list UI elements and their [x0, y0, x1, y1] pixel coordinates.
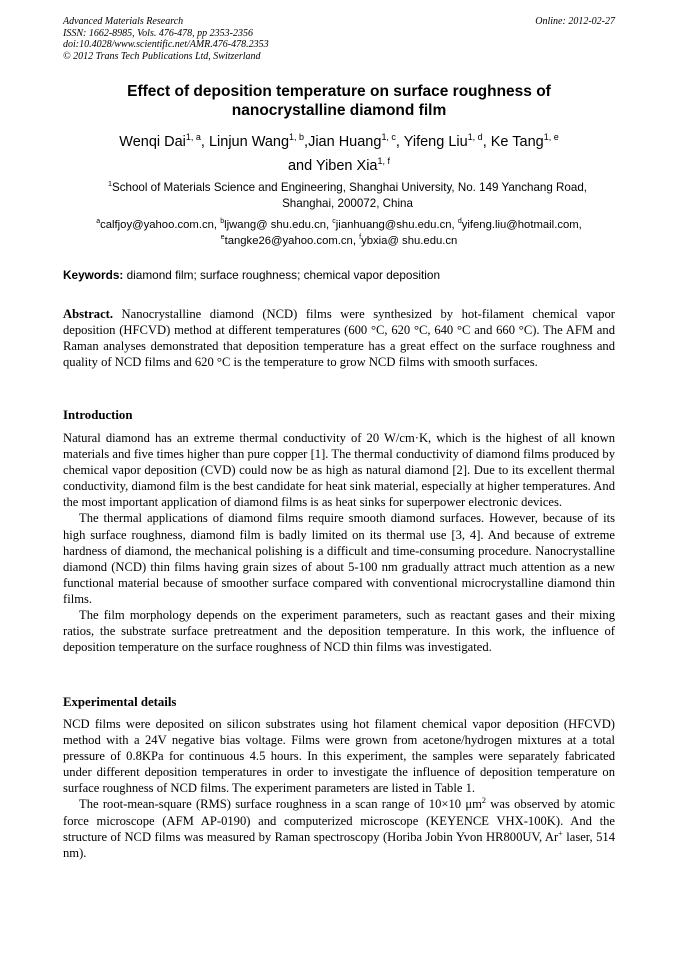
- email-mark: e: [220, 234, 225, 242]
- paragraph: The film morphology depends on the experiment parameters, such as reactant gases and their mixing ratios, the substrate surface pretreatment and the deposition temperature. In this work, the influence of deposition temperature on the surface roughness of NCD thin films was investigated.: [63, 608, 615, 655]
- author-affil-mark: 1, f: [377, 156, 390, 167]
- author-name: Ke Tang: [490, 134, 544, 150]
- email-mark: d: [457, 218, 462, 226]
- email-link[interactable]: jianhuang@shu.edu.cn,: [335, 219, 458, 231]
- author-affil-mark: 1, e: [543, 132, 559, 143]
- author-name: Jian Huang: [308, 134, 382, 150]
- email-link[interactable]: tangke26@yahoo.com.cn,: [224, 235, 360, 247]
- journal-copyright: © 2012 Trans Tech Publications Ltd, Switzerland: [63, 50, 261, 62]
- email-link[interactable]: ljwang@ shu.edu.cn,: [224, 219, 333, 231]
- author-separator: ,: [482, 134, 491, 150]
- paragraph: [63, 796, 615, 860]
- author-name: Yiben Xia: [315, 158, 378, 174]
- author-name: Yifeng Liu: [403, 134, 468, 150]
- author-separator: ,: [304, 134, 309, 150]
- email-mark: b: [220, 218, 225, 226]
- experimental-section: [63, 716, 615, 861]
- paper-title-line-2: nanocrystalline diamond film: [231, 102, 447, 119]
- paper-title: [63, 82, 615, 120]
- email-link[interactable]: yifeng.liu@hotmail.com,: [461, 219, 582, 231]
- journal-doi: doi:10.4028/www.scientific.net/AMR.476-478.2353: [63, 39, 269, 50]
- introduction-section: [63, 430, 615, 655]
- author-name: Wenqi Dai: [119, 134, 186, 150]
- author-separator: ,: [200, 134, 209, 150]
- affiliation-line-1: School of Materials Science and Engineering, Shanghai University, No. 149 Yanchang Road,: [112, 181, 587, 194]
- superscript: +: [558, 828, 563, 838]
- author-separator: ,: [395, 134, 404, 150]
- online-date: Online: 2012-02-27: [535, 16, 615, 27]
- abstract: [63, 306, 615, 370]
- email-link[interactable]: ybxia@ shu.edu.cn: [361, 235, 458, 247]
- abstract-text: Nanocrystalline diamond (NCD) films were synthesized by hot-filament chemical vapor deposition (HFCVD) method at different temperatures (600 °C, 620 °C, 640 °C and 660 °C). The AFM and Raman analyses demonstrated that deposition temperature has a great effect on the surface roughness and quality of NCD films and 620 °C is the temperature to grow NCD films with smooth surfaces.: [63, 307, 615, 370]
- journal-header: [63, 16, 615, 62]
- paragraph: Natural diamond has an extreme thermal conductivity of 20 W/cm·K, which is the highest of all known materials and five times higher than pure copper [1]. The thermal conductivity of diamond films produced by chemical vapor deposition (CVD) could now be as high as natural diamond [2]. Due to its excellent thermal conductivity, diamond film is the best candidate for heat sink material, especially at higher temperatures. And the most important application of diamond films is as heat sinks for superpower electronic devices.: [63, 431, 615, 510]
- author-line-2: [63, 154, 615, 178]
- experimental-heading: Experimental details: [63, 695, 177, 709]
- keywords: [63, 267, 623, 283]
- author-name: Linjun Wang: [208, 134, 290, 150]
- paragraph-text: The root-mean-square (RMS) surface roughness in a scan range of 10×10 μm: [79, 797, 482, 812]
- author-line-1: [63, 130, 615, 154]
- journal-issn: ISSN: 1662-8985, Vols. 476-478, pp 2353-2356: [63, 27, 253, 39]
- email-link[interactable]: calfjoy@yahoo.com.cn,: [100, 219, 221, 231]
- email-mark: f: [359, 234, 362, 242]
- author-affil-mark: 1, d: [467, 132, 483, 143]
- paragraph: The thermal applications of diamond films require smooth diamond surfaces. However, because of its high surface roughness, diamond film is badly limited on its thermal use [3, 4]. And because of extreme hardness of diamond, the mechanical polishing is a difficult and time-consuming procedure. Nanocrystalline diamond (NCD) thin films having grain sizes of about 5-100 nm gradually attract much attention as a new functional material because of smoother surface compared with conventional microcrystalline diamond thin films.: [63, 511, 615, 606]
- abstract-label: Abstract.: [63, 307, 114, 321]
- email-mark: a: [96, 218, 101, 226]
- paragraph-text: laser, 514 nm).: [63, 829, 615, 860]
- author-affil-mark: 1, c: [381, 132, 396, 143]
- author-list: [63, 130, 615, 178]
- affiliation: [80, 180, 615, 212]
- keywords-text: diamond film; surface roughness; chemical vapor deposition: [123, 268, 441, 282]
- paragraph: NCD films were deposited on silicon substrates using hot filament chemical vapor deposition (HFCVD) method with a 24V negative bias voltage. Films were grown from acetone/hydrogen mixtures at a total pressure of 0.8KPa for continuous 4.5 hours. In this experiment, the samples were separately fabricated under different deposition temperatures in order to investigate the influence of deposition temperature on surface roughness of NCD films. The experiment parameters are listed in Table 1.: [63, 717, 615, 796]
- author-conjunction: and: [287, 158, 316, 174]
- affiliation-mark: 1: [108, 179, 112, 189]
- affiliation-line-2: Shanghai, 200072, China: [282, 197, 413, 210]
- paper-title-line-1: Effect of deposition temperature on surface roughness of: [127, 83, 551, 100]
- email-list: [63, 217, 615, 249]
- author-affil-mark: 1, b: [289, 132, 305, 143]
- keywords-label: Keywords:: [63, 268, 124, 282]
- journal-name: Advanced Materials Research: [63, 16, 184, 27]
- email-mark: c: [332, 218, 336, 226]
- paragraph-text: was observed by atomic force microscope (AFM AP-0190) and computerized microscope (KEYENCE VHX-100K). And the structure of NCD films was measured by Raman spectroscopy (Horiba Jobin Yvon HR800UV, Ar: [63, 797, 615, 844]
- author-affil-mark: 1, a: [185, 132, 201, 143]
- introduction-heading: Introduction: [63, 408, 133, 422]
- superscript: 2: [481, 796, 486, 806]
